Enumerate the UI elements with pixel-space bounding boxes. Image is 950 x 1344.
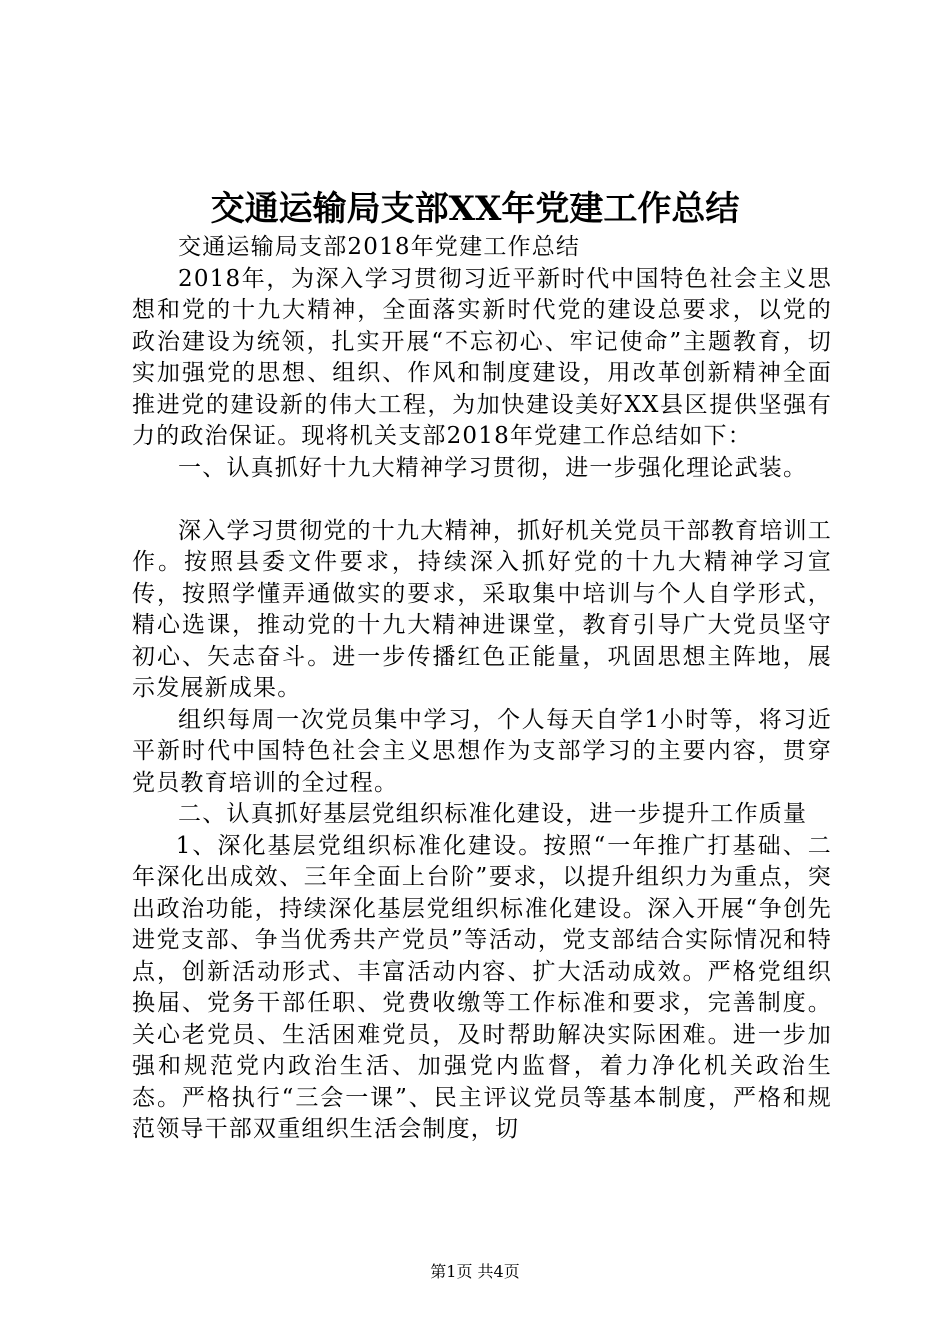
paragraph-study: 深入学习贯彻党的十九大精神，抓好机关党员干部教育培训工作。按照县委文件要求，持续深入抓好党的十九大精神学习宣传，按照学懂弄通做实的要求，采取集中培训与个人自学形式，精心选课，推动党的十九大精神进课堂，教育引导广大党员坚守初心、矢志奋斗。进一步传播红色正能量，巩固思想主阵地，展示发展新成果。 — [132, 517, 832, 701]
document-title: 交通运输局支部XX年党建工作总结 — [210, 189, 740, 229]
paragraph-intro: 2018年，为深入学习贯彻习近平新时代中国特色社会主义思想和党的十九大精神，全面落实新时代党的建设总要求，以党的政治建设为统领，扎实开展“不忘初心、牢记使命”主题教育，切实加强党的思想、组织、作风和制度建设，用改革创新精神全面推进党的建设新的伟大工程，为加快建设美好XX县区提供坚强有力的政治保证。现将机关支部2018年党建工作总结如下： — [132, 265, 832, 449]
section-heading-2: 二、认真抓好基层党组织标准化建设，进一步提升工作质量 — [178, 801, 808, 827]
document-body — [132, 232, 832, 1146]
section-heading-1: 一、认真抓好十九大精神学习贯彻，进一步强化理论武装。 — [178, 454, 808, 481]
page-indicator: 第1页 共4页 — [430, 1262, 520, 1281]
paragraph-weekly-study: 组织每周一次党员集中学习，个人每天自学1小时等，将习近平新时代中国特色社会主义思想作为支部学习的主要内容，贯穿党员教育培训的全过程。 — [132, 706, 832, 796]
paragraph-subtitle: 交通运输局支部2018年党建工作总结 — [178, 234, 581, 260]
paragraph-standardization: 1、深化基层党组织标准化建设。按照“一年推广打基础、二年深化出成效、三年全面上台阶”要求，以提升组织力为重点，突出政治功能，持续深化基层党组织标准化建设。深入开展“争创先进党支部、争当优秀共产党员”等活动，党支部结合实际情况和特点，创新活动形式、丰富活动内容、扩大活动成效。严格党组织换届、党务干部任职、党费收缴等工作标准和要求，完善制度。关心老党员、生活困难党员，及时帮助解决实际困难。进一步加强和规范党内政治生活、加强党内监督，着力净化机关政治生态。严格执行“三会一课”、民主评议党员等基本制度，严格和规范领导干部双重组织生活会制度，切 — [132, 832, 832, 1142]
